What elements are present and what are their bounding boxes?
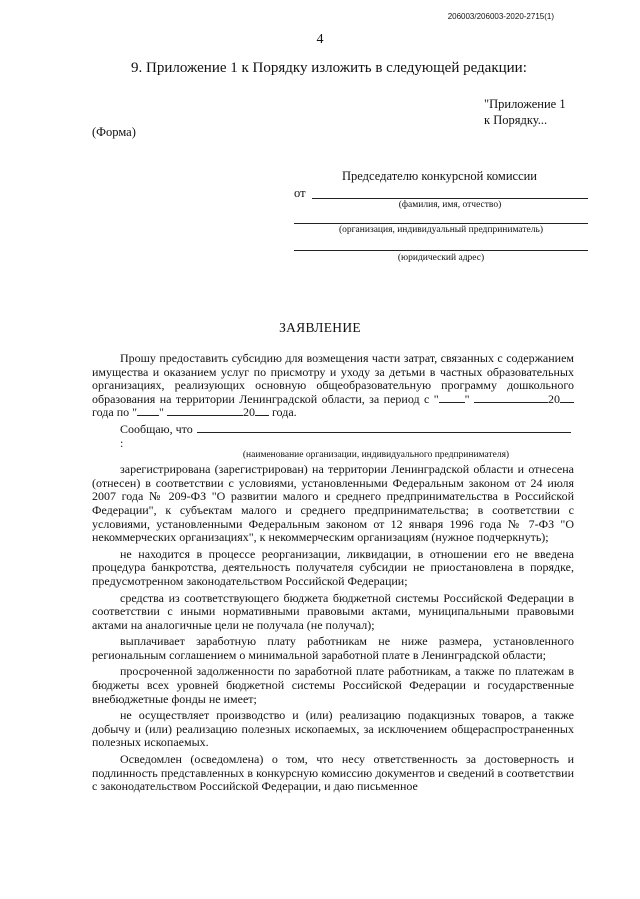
name-fill-line [312, 198, 588, 199]
fill-year-from [560, 393, 574, 403]
fill-day-from [439, 393, 465, 403]
appendix-reference [484, 96, 566, 128]
org-name-caption: (наименование организации, индивидуального предпринимателя) [242, 450, 510, 461]
from-label: от [294, 186, 306, 200]
paragraph-funds: средства из соответствующего бюджета бюджетной системы Российской Федерации в соответствии с иными нормативными правовыми актами, муниципальными правовыми актами на аналогичные цели не получала (не получал); [92, 590, 574, 632]
org-caption: (организация, индивидуальный предприниматель) [339, 225, 543, 235]
document-title: ЗАЯВЛЕНИЕ [279, 320, 361, 335]
fill-month-to [167, 406, 243, 416]
appendix-line-1: "Приложение 1 [484, 97, 566, 111]
name-caption: (фамилия, имя, отчество) [398, 200, 502, 210]
org-name-fill-line [197, 423, 571, 433]
paragraph-excise: не осуществляет производство и (или) реализацию подакцизных товаров, а также добычу и (или) реализацию полезных ископаемых, за исключением общераспространенных полезных ископаемых. [92, 708, 574, 750]
page-number: 4 [316, 32, 324, 47]
paragraph-request: Прошу предоставить субсидию для возмещения части затрат, связанных с содержанием имущества и оказанием услуг по присмотру и уходу за детьми в частных образовательных организациях, реализующих основную общеобразовательную программу дошкольного образования на территории Ленинградской области, за период с " " 20 года по " " 20 года. [92, 351, 574, 420]
paragraph-report: Сообщаю, что: (наименование организации, индивидуального предпринимателя) [120, 423, 574, 461]
recipient-line: Председателю конкурсной комиссии [342, 169, 538, 183]
form-label: (Форма) [92, 125, 136, 139]
paragraph-registration: зарегистрирована (зарегистрирован) на территории Ленинградской области и отнесена (отнесен) в соответствии с условиями, установленными Федеральным законом от 24 июля 2007 года № 209-ФЗ "О развитии малого и среднего предпринимательства в Российской Федерации", к субъектам малого и среднего предпринимательства; в соответствии с условиями, установленными Федеральным законом от 12 января 1996 года № 7-ФЗ "О некоммерческих организациях", к некоммерческим организациям (нужное подчеркнуть); [92, 462, 574, 545]
paragraph-reorganization: не находится в процессе реорганизации, ликвидации, в отношении его не введена процедура банкротства, деятельность получателя субсидии не приостановлена в порядке, предусмотренном законодательством Российской Федерации; [92, 546, 574, 588]
document-id: 206003/206003-2020-2715(1) [447, 12, 554, 21]
paragraph-responsibility: Осведомлен (осведомлена) о том, что несу ответственность за достоверность и подлинность представленных в конкурсную комиссию документов и сведений в соответствии с законодательством Российской Федерации, и даю письменное [92, 752, 574, 794]
address-caption: (юридический адрес) [397, 253, 485, 263]
address-fill-line [294, 250, 588, 251]
fill-year-to [255, 406, 269, 416]
org-fill-line [294, 223, 588, 224]
application-body [92, 352, 574, 797]
section-heading: 9. Приложение 1 к Порядку изложить в следующей редакции: [131, 60, 527, 76]
paragraph-wages: выплачивает заработную плату работникам не ниже размера, установленного региональным соглашением о минимальной заработной плате в Ленинградской области; [92, 634, 574, 662]
paragraph-debts: просроченной задолженности по заработной плате работникам, а также по платежам в бюджеты всех уровней бюджетной системы Российской Федерации и государственные внебюджетные фонды не имеет; [92, 664, 574, 706]
fill-month-from [474, 393, 548, 403]
appendix-line-2: к Порядку... [484, 113, 548, 127]
fill-day-to [137, 406, 159, 416]
